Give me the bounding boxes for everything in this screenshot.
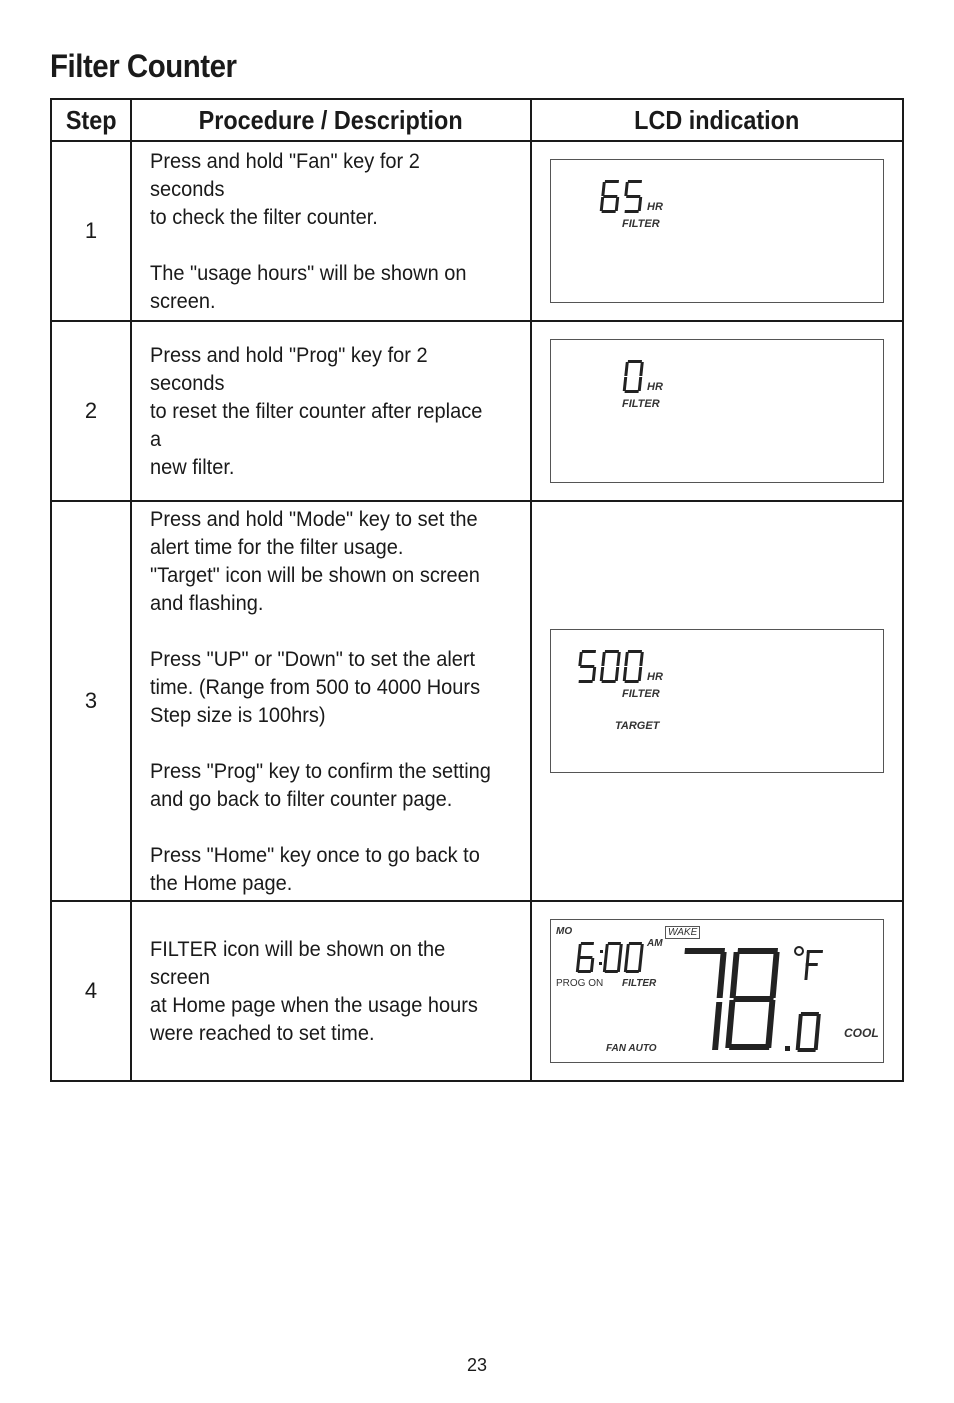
procedure-text: Press and hold "Prog" key for 2 seconds to reset the filter counter after replace a new filter. [150, 343, 483, 479]
procedure-table [50, 98, 904, 1082]
procedure-text: Press and hold "Mode" key to set the alert time for the filter usage. "Target" icon will be shown on screen and flashing. [150, 507, 480, 615]
page-number: 23 [466, 1355, 488, 1375]
header-lcd: LCD indication [531, 99, 903, 141]
table-row [51, 501, 903, 901]
lcd-cell [531, 321, 903, 501]
lcd-home-digits [551, 920, 883, 1062]
lcd-cell [531, 501, 903, 901]
lcd-filter-label: FILTER [622, 398, 660, 410]
procedure-text: The "usage hours" will be shown on screen. [150, 261, 467, 313]
procedure-text: Press and hold "Fan" key for 2 seconds to check the filter counter. [150, 149, 420, 229]
lcd-digits [551, 630, 883, 772]
lcd-mode-label: COOL [844, 1026, 879, 1040]
procedure-text: Press "Prog" key to confirm the setting and go back to filter counter page. [150, 759, 491, 811]
lcd-filter-label: FILTER [622, 688, 660, 700]
lcd-filter-label: FILTER [622, 978, 657, 989]
lcd-wake-label: WAKE [665, 926, 700, 939]
lcd-cell [531, 901, 903, 1081]
table-header-row [51, 99, 903, 141]
lcd-filter-label: FILTER [622, 218, 660, 230]
lcd-fan-label: FAN AUTO [606, 1043, 657, 1054]
lcd-display [550, 159, 884, 303]
lcd-prog-label: PROG ON [556, 978, 604, 989]
lcd-digits [551, 160, 883, 302]
table-row [51, 901, 903, 1081]
procedure-text: FILTER icon will be shown on the screen at Home page when the usage hours were reached to set time. [150, 937, 478, 1045]
lcd-display [550, 339, 884, 483]
lcd-unit-label: HR [647, 671, 663, 683]
procedure-cell [131, 901, 531, 1081]
step-number: 2 [51, 321, 131, 501]
step-number: 4 [51, 901, 131, 1081]
table-row [51, 321, 903, 501]
lcd-unit-label: HR [647, 381, 663, 393]
lcd-ampm-label: AM [647, 938, 663, 949]
procedure-cell [131, 321, 531, 501]
lcd-unit-label: HR [647, 201, 663, 213]
procedure-cell [131, 141, 531, 321]
page-title: Filter Counter [50, 48, 237, 84]
lcd-cell [531, 141, 903, 321]
table-row [51, 141, 903, 321]
lcd-digits [551, 340, 883, 482]
step-number: 1 [51, 141, 131, 321]
header-procedure: Procedure / Description [131, 99, 531, 141]
procedure-text: Press "UP" or "Down" to set the alert time. (Range from 500 to 4000 Hours Step size is 100hrs) [150, 647, 481, 727]
lcd-home-display [550, 919, 884, 1063]
lcd-day-label: MO [556, 926, 573, 937]
header-step: Step [51, 99, 131, 141]
procedure-cell [131, 501, 531, 901]
procedure-text: Press "Home" key once to go back to the Home page. [150, 843, 480, 895]
lcd-target-label: TARGET [615, 720, 660, 732]
lcd-display [550, 629, 884, 773]
step-number: 3 [51, 501, 131, 901]
